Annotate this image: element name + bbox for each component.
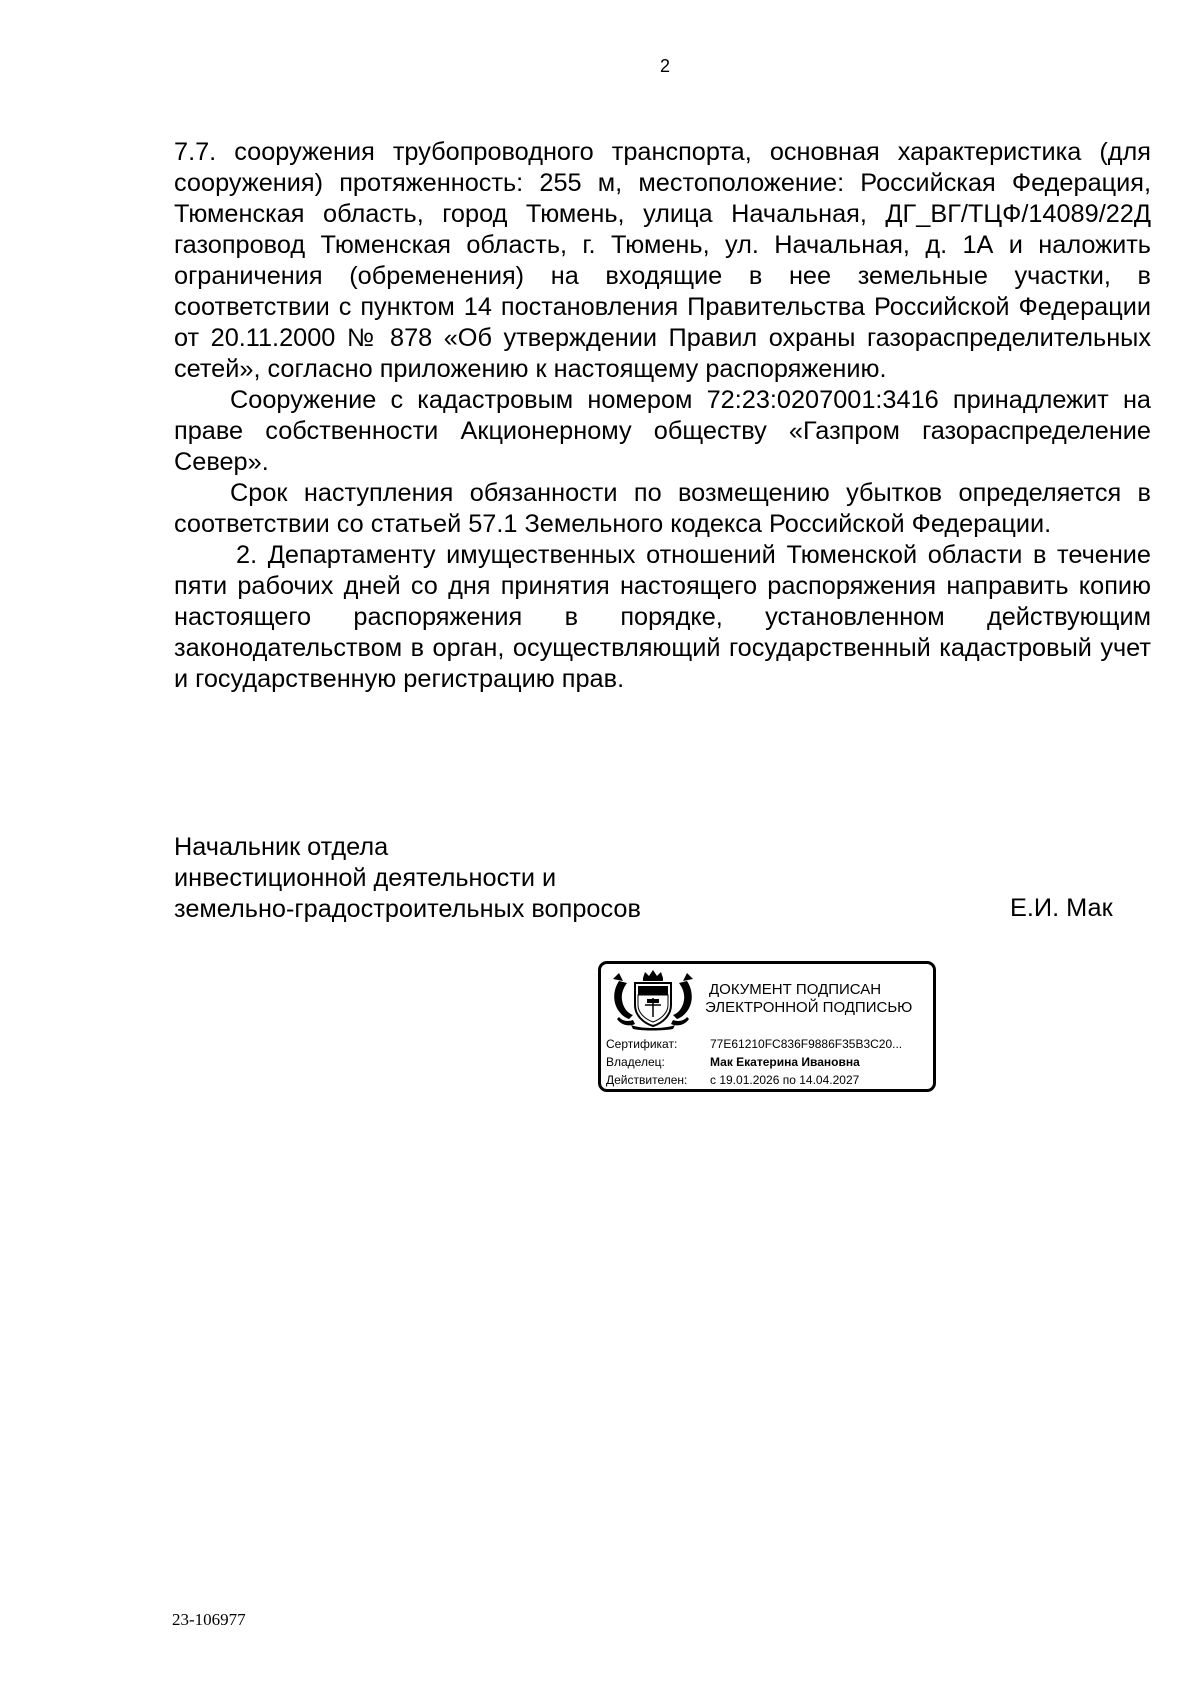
document-code: 23-106977 (172, 1610, 246, 1629)
stamp-details (606, 1035, 936, 1089)
stamp-certificate-label: Сертификат: (606, 1037, 678, 1051)
signer-name: Е.И. Мак (1010, 894, 1113, 922)
signature-position (174, 832, 1154, 925)
page-number: 2 (659, 56, 670, 76)
signature-position-line: инвестиционной деятельности и (174, 864, 557, 892)
paragraph-item-7-7: 7.7. сооружения трубопроводного транспорта, основная характеристика (для сооружения) протяженность: 255 м, местоположение: Российская Федерация, Тюменская область, город Тюмень, улица Начальная, ДГ_ВГ/ТЦФ/14089/22Д газопровод Тюменская область, г. Тюмень, ул. Начальная, д. 1А и наложить ограничения (обременения) на входящие в нее земельные участки, в соответствии с пунктом 14 постановления Правительства Российской Федерации от 20.11.2000 № 878 «Об утверждении Правил охраны газораспределительных сетей», согласно приложению к настоящему распоряжению. (174, 138, 1151, 383)
signature-position-line: Начальник отдела (174, 833, 389, 861)
stamp-owner-value: Мак Екатерина Ивановна (710, 1055, 860, 1069)
stamp-owner-label: Владелец: (606, 1055, 665, 1069)
electronic-signature-stamp (598, 961, 936, 1092)
stamp-validity-value: с 19.01.2026 по 14.04.2027 (710, 1073, 860, 1087)
stamp-validity-row (606, 1071, 936, 1089)
stamp-validity-label: Действителен: (606, 1073, 688, 1087)
paragraph-ownership: Сооружение с кадастровым номером 72:23:0207001:3416 принадлежит на праве собственности Акционерному обществу «Газпром газораспределение Север». (174, 386, 1151, 476)
coat-of-arms-icon (609, 969, 697, 1031)
stamp-certificate-value: 77E61210FC836F9886F35B3C20... (710, 1037, 903, 1051)
stamp-certificate-row (606, 1035, 936, 1053)
stamp-owner-row (606, 1053, 936, 1071)
stamp-title-line: ЭЛЕКТРОННОЙ ПОДПИСЬЮ (705, 999, 913, 1016)
paragraph-item-2: 2. Департаменту имущественных отношений Тюменской области в течение пяти рабочих дней со дня принятия настоящего распоряжения направить копию настоящего распоряжения в порядке, установленном действующим законодательством в орган, осуществляющий государственный кадастровый учет и государственную регистрацию прав. (174, 541, 1151, 693)
paragraph-compensation: Срок наступления обязанности по возмещению убытков определяется в соответствии со статьей 57.1 Земельного кодекса Российской Федерации. (174, 479, 1151, 538)
stamp-title (705, 981, 925, 1017)
signature-position-line: земельно-градостроительных вопросов (174, 895, 641, 923)
document-body (174, 137, 1151, 695)
stamp-title-line: ДОКУМЕНТ ПОДПИСАН (709, 981, 882, 998)
